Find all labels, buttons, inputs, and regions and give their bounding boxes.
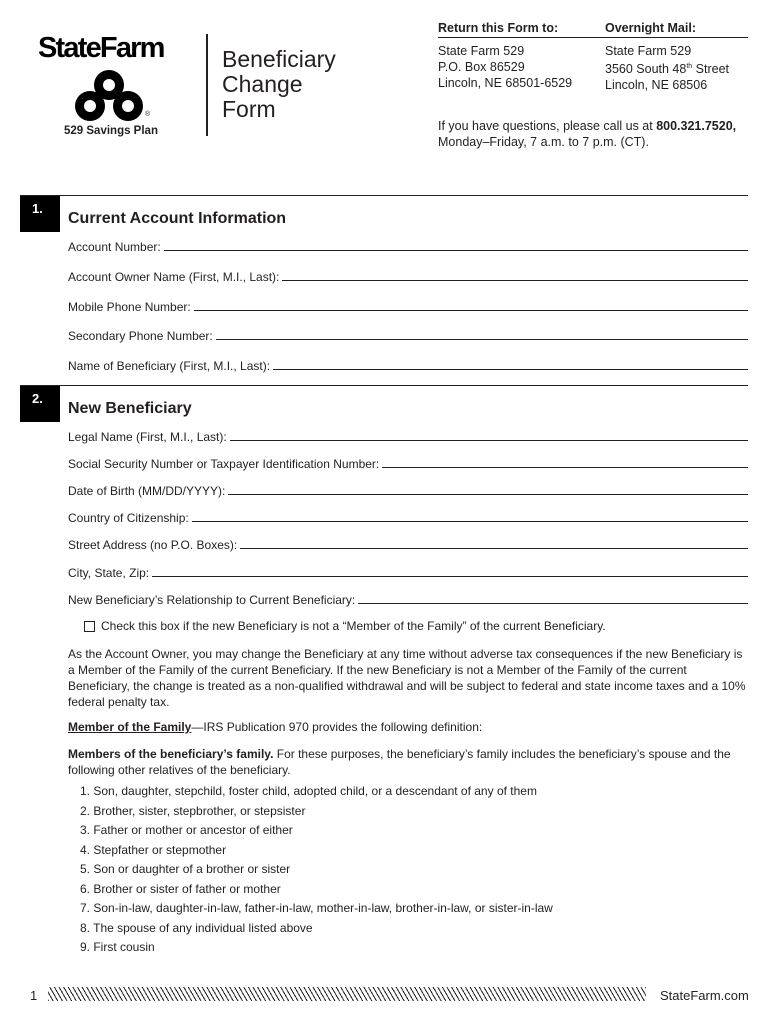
members-definition: Members of the beneficiary’s family. For these purposes, the beneficiary’s family includes the beneficiary’s spouse and the following other relatives of the beneficiary.: [68, 747, 731, 777]
section1-number: 1.: [20, 196, 60, 232]
list-item: 1. Son, daughter, stepchild, foster child, adopted child, or a descendant of any of them: [80, 784, 537, 798]
form-title: Beneficiary Change Form: [222, 46, 336, 122]
plan-name: 529 Savings Plan: [64, 125, 158, 137]
list-item: 6. Brother or sister of father or mother: [80, 881, 281, 896]
registered-mark: ®: [145, 111, 151, 118]
list-item: 3. Father or mother or ancestor of either: [80, 823, 293, 837]
state-farm-three-ovals-logo: [66, 68, 152, 124]
relationship-field[interactable]: New Beneficiary’s Relationship to Current Beneficiary:: [68, 591, 748, 607]
section2-rule: [20, 385, 748, 386]
list-item: 8. The spouse of any individual listed above: [80, 920, 313, 935]
family-members-list: [80, 782, 553, 958]
member-of-family-heading: Member of the Family—IRS Publication 970 provides the following definition:: [68, 720, 483, 734]
phone-number: 800.321.7520,: [656, 119, 737, 133]
list-item: 4. Stepfather or stepmother: [80, 842, 227, 857]
overnight-heading: Overnight Mail:: [605, 21, 696, 35]
page-number: 1: [30, 988, 38, 1003]
list-item: 2. Brother, sister, stepbrother, or stepsister: [80, 803, 306, 818]
return-address: State Farm 529 P.O. Box 86529 Lincoln, NE 68501-6529: [438, 44, 573, 90]
ssn-tin-field[interactable]: Social Security Number or Taxpayer Identification Number:: [68, 455, 748, 471]
date-of-birth-field[interactable]: Date of Birth (MM/DD/YYYY):: [68, 482, 748, 498]
section1-title: Current Account Information: [68, 210, 287, 227]
city-state-zip-field[interactable]: City, State, Zip:: [68, 564, 748, 580]
list-item: 7. Son-in-law, daughter-in-law, father-in-law, mother-in-law, brother-in-law, or sister-in-law: [80, 901, 553, 915]
questions-contact: If you have questions, please call us at 800.321.7520, Monday–Friday, 7 a.m. to 7 p.m. (CT).: [438, 119, 737, 149]
section1-rule: [20, 195, 748, 196]
street-address-field[interactable]: Street Address (no P.O. Boxes):: [68, 536, 748, 552]
overnight-address: State Farm 529 3560 South 48th Street Lincoln, NE 68506: [605, 44, 729, 93]
list-item: 9. First cousin: [80, 940, 155, 954]
account-owner-name-field[interactable]: Account Owner Name (First, M.I., Last):: [68, 268, 748, 284]
website-link[interactable]: StateFarm.com: [660, 988, 749, 1003]
secondary-phone-field[interactable]: Secondary Phone Number:: [68, 327, 748, 343]
state-farm-wordmark: StateFarm: [38, 32, 164, 64]
beneficiary-change-paragraph: As the Account Owner, you may change the Beneficiary at any time without adverse tax consequences if the new Beneficiary is a Member of the Family of the current Beneficiary. If the new Beneficiary is not a Member of the Family of the current Beneficiary, the change is treated as a non-qualified withdrawal and will be subject to federal and state income taxes and a 10% federal penalty tax.: [68, 647, 746, 709]
account-number-field[interactable]: Account Number:: [68, 238, 748, 254]
section2-number: 2.: [20, 386, 60, 422]
section2-title: New Beneficiary: [68, 400, 192, 417]
footer-hatch-bar: [48, 987, 646, 1001]
legal-name-field[interactable]: Legal Name (First, M.I., Last):: [68, 428, 748, 444]
not-family-checkbox[interactable]: [84, 621, 95, 632]
list-item: 5. Son or daughter of a brother or sister: [80, 862, 291, 876]
return-heading: Return this Form to:: [438, 21, 559, 35]
mobile-phone-field[interactable]: Mobile Phone Number:: [68, 298, 748, 314]
header-divider: [206, 34, 208, 136]
not-family-checkbox-row[interactable]: Check this box if the new Beneficiary is not a “Member of the Family” of the current Beneficiary.: [84, 619, 606, 633]
current-beneficiary-name-field[interactable]: Name of Beneficiary (First, M.I., Last):: [68, 357, 748, 373]
address-rule: [438, 37, 748, 38]
country-of-citizenship-field[interactable]: Country of Citizenship:: [68, 509, 748, 525]
